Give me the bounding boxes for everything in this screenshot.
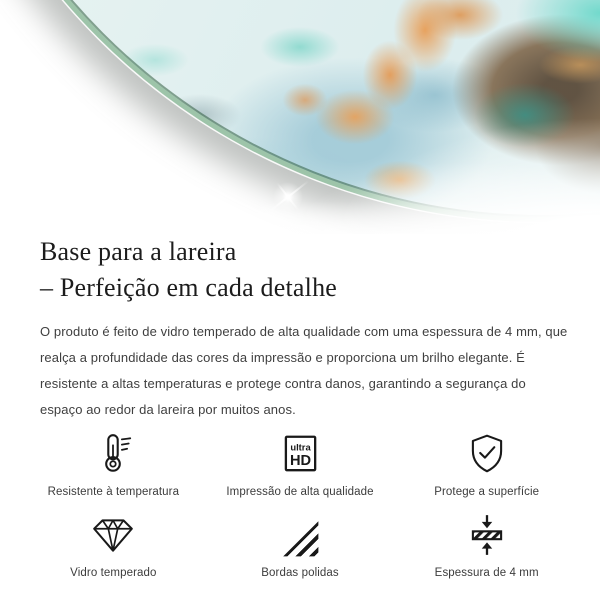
thickness-icon [464, 512, 510, 558]
ultra-hd-icon [277, 431, 323, 477]
feature-temperature [20, 430, 207, 498]
feature-label: Impressão de alta qualidade [226, 486, 374, 498]
feature-protect-surface [393, 430, 580, 498]
feature-thickness [393, 511, 580, 579]
svg-text:HD: HD [289, 452, 312, 469]
diamond-icon [90, 512, 136, 558]
feature-grid [0, 430, 600, 579]
glass-sparkle-highlight [262, 171, 314, 223]
page-title [40, 234, 560, 306]
feature-label: Resistente à temperatura [47, 486, 180, 498]
feature-polished-edges [207, 511, 394, 579]
feature-label: Vidro temperado [70, 567, 157, 579]
feature-label: Protege a superfície [434, 486, 540, 498]
page-title-line2: – Perfeição em cada detalhe [40, 273, 338, 302]
feature-ultra-hd [207, 430, 394, 498]
feature-label: Espessura de 4 mm [434, 567, 539, 579]
polished-edges-icon [280, 518, 320, 558]
thermometer-icon [90, 431, 136, 477]
feature-tempered-glass [20, 511, 207, 579]
hero-product-photo [0, 0, 600, 234]
product-description: O produto é feito de vidro temperado de alta qualidade com uma espessura de 4 mm, que realça a profundidade das cores da impressão e proporciona um brilho elegante. É resistente a altas temperaturas e protege contra danos, garantindo a segurança do espaço ao redor da lareira por muitos anos. [40, 324, 568, 417]
page-title-line1: Base para a lareira [40, 237, 237, 266]
shield-check-icon [464, 431, 510, 477]
svg-text:ultra: ultra [290, 441, 311, 453]
text-content [0, 234, 600, 423]
feature-label: Bordas polidas [261, 567, 339, 579]
